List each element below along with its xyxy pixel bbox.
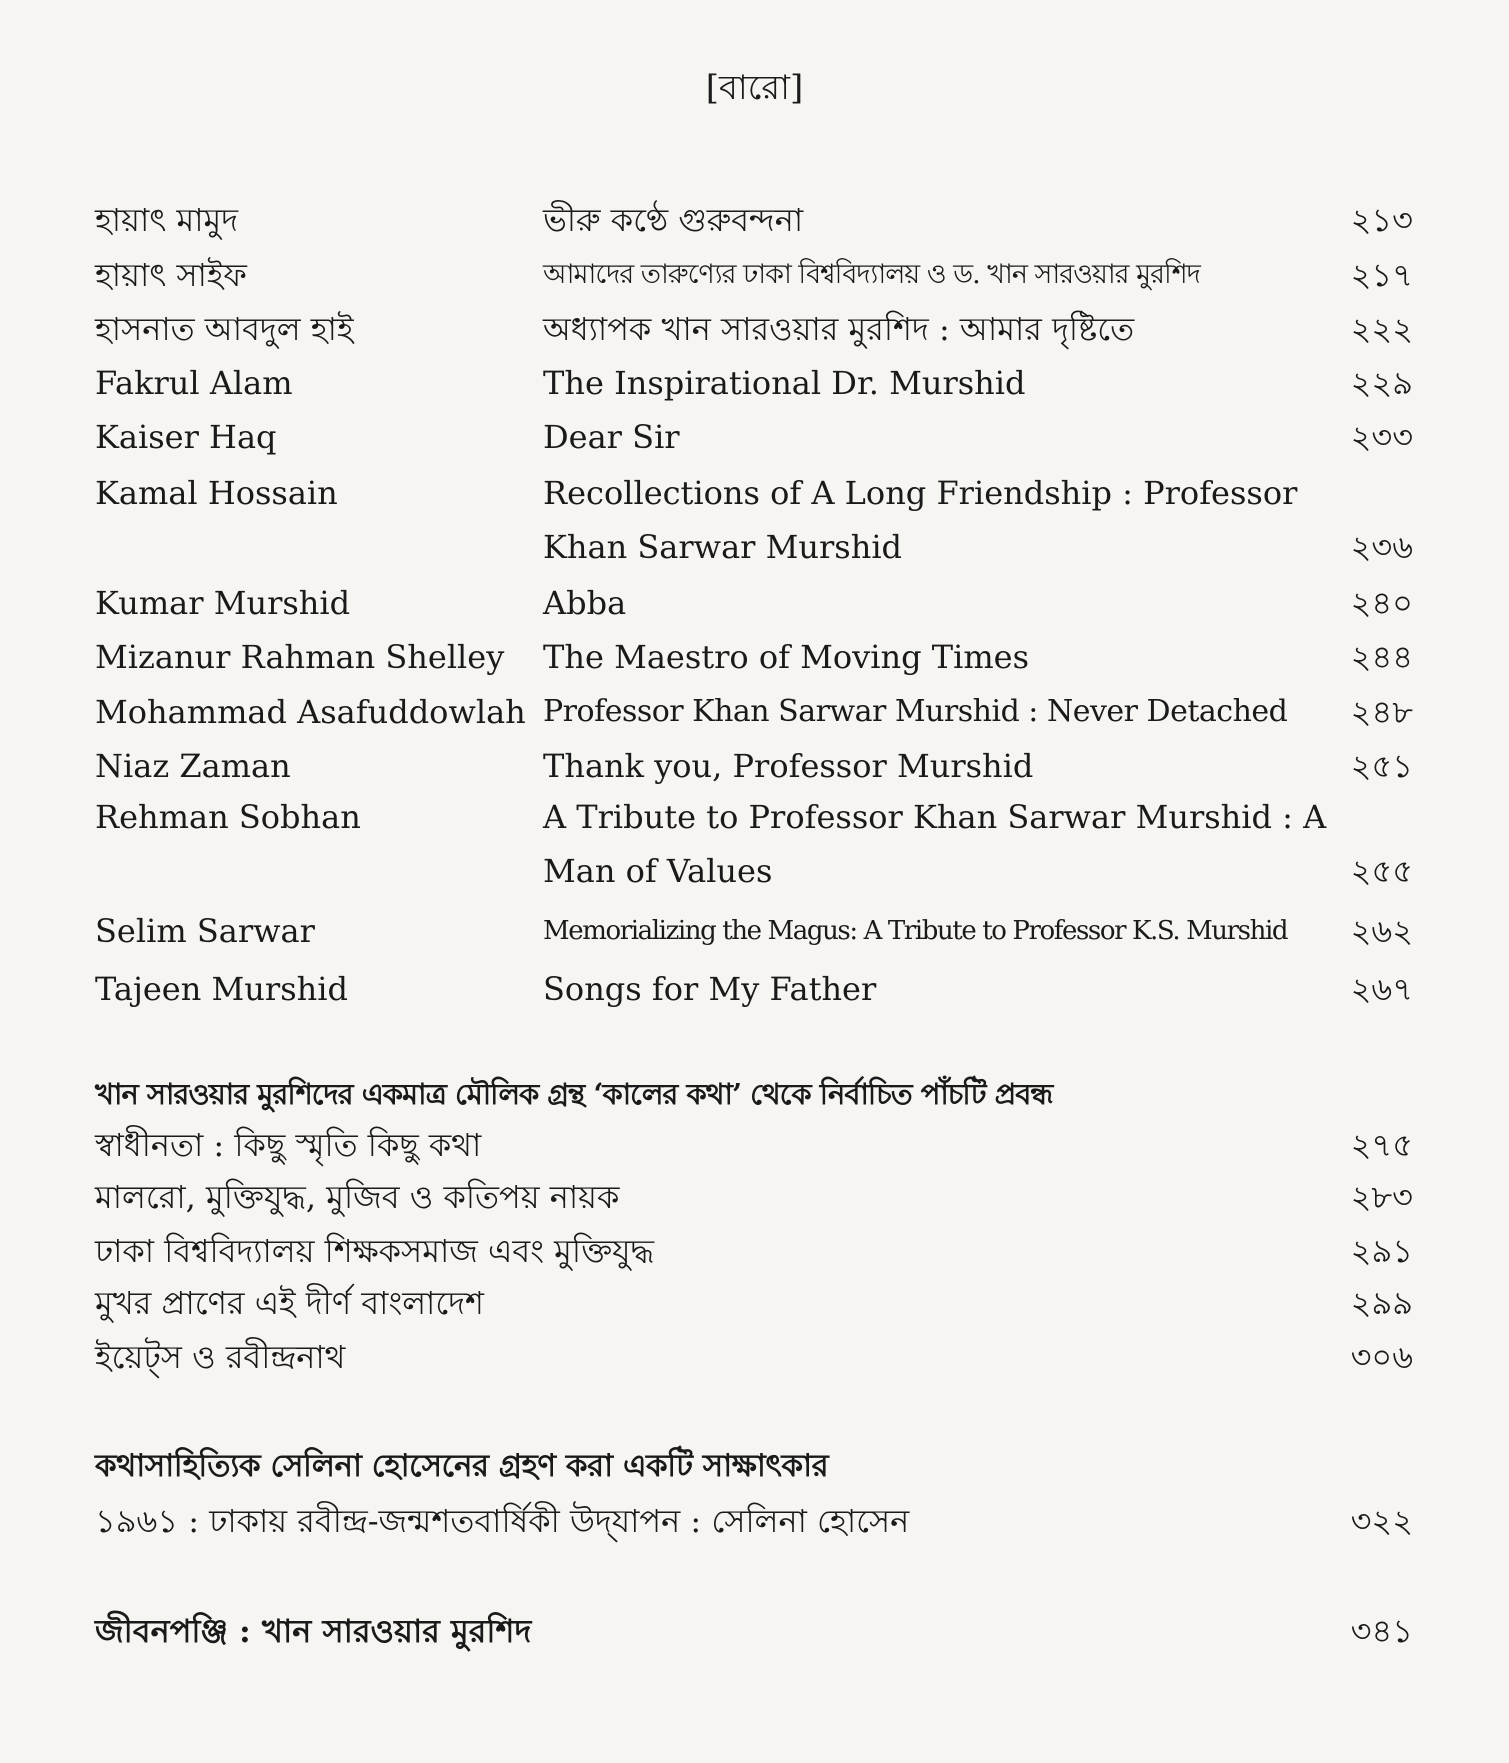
toc-page-number: ৩৪১ xyxy=(1350,1612,1413,1650)
toc-author: Tajeen Murshid xyxy=(95,970,348,1008)
toc-page-number: ২৯১ xyxy=(1350,1232,1413,1270)
toc-entry xyxy=(0,1118,1509,1172)
toc-page-number: ২২২ xyxy=(1350,310,1413,348)
toc-entry xyxy=(0,193,1509,247)
toc-page-number: ২৪৮ xyxy=(1350,693,1413,731)
toc-author: হায়াৎ মামুদ xyxy=(95,201,239,239)
toc-entry xyxy=(0,1330,1509,1384)
toc-page-number: ২১৭ xyxy=(1350,256,1413,294)
toc-page-number: ২৪০ xyxy=(1350,584,1413,622)
toc-entry xyxy=(0,904,1509,958)
toc-entry xyxy=(0,962,1509,1016)
toc-entry xyxy=(0,1276,1509,1330)
toc-author: Kamal Hossain xyxy=(95,474,338,512)
toc-entry xyxy=(0,576,1509,630)
toc-page-number: ২৩৩ xyxy=(1350,418,1413,456)
toc-page-number: ২৬৭ xyxy=(1350,970,1413,1008)
toc-author: Niaz Zaman xyxy=(95,747,291,785)
toc-page-number: ২২৯ xyxy=(1350,364,1413,402)
page-header: [বারো] xyxy=(705,68,804,108)
toc-entry xyxy=(0,1224,1509,1278)
toc-title: Memorializing the Magus: A Tribute to Professor K.S. Murshid xyxy=(543,916,1288,946)
toc-title: Dear Sir xyxy=(543,418,680,456)
toc-title: Recollections of A Long Friendship : Professor Khan Sarwar Murshid xyxy=(543,474,1298,566)
toc-title: আমাদের তারুণ্যের ঢাকা বিশ্ববিদ্যালয় ও ড. খান সারওয়ার মুরশিদ xyxy=(543,259,1200,290)
toc-title: ইয়েট্‌স ও রবীন্দ্রনাথ xyxy=(95,1338,346,1376)
toc-entry xyxy=(0,630,1509,684)
toc-page-number: ২৩৬ xyxy=(1350,528,1413,566)
toc-entry xyxy=(0,1494,1509,1548)
toc-author: Mizanur Rahman Shelley xyxy=(95,638,505,676)
toc-entry xyxy=(0,356,1509,410)
toc-author: Mohammad Asafuddowlah xyxy=(95,693,526,731)
section-heading-interview: কথাসাহিত্যিক সেলিনা হোসেনের গ্রহণ করা একটি সাক্ষাৎকার xyxy=(95,1448,829,1484)
toc-page-number: ২৬২ xyxy=(1350,912,1413,950)
toc-title: অধ্যাপক খান সারওয়ার মুরশিদ : আমার দৃষ্টিতে xyxy=(543,310,1135,348)
toc-title: ভীরু কণ্ঠে গুরুবন্দনা xyxy=(543,201,804,239)
toc-page-number: ৩২২ xyxy=(1350,1502,1413,1540)
toc-entry xyxy=(0,410,1509,464)
toc-page-number: ২৪৪ xyxy=(1350,638,1413,676)
toc-entry xyxy=(0,302,1509,356)
toc-entry xyxy=(0,685,1509,739)
toc-page-number: ৩০৬ xyxy=(1350,1338,1413,1376)
toc-title: Songs for My Father xyxy=(543,970,877,1008)
toc-page-number: ২৫৫ xyxy=(1350,852,1413,890)
toc-author: Fakrul Alam xyxy=(95,364,293,402)
toc-title: A Tribute to Professor Khan Sarwar Murshid : A Man of Values xyxy=(543,798,1327,890)
toc-page-number: ২৮৩ xyxy=(1350,1178,1413,1216)
toc-title: মুখর প্রাণের এই দীর্ণ বাংলাদেশ xyxy=(95,1284,484,1322)
toc-page-number: ২৯৯ xyxy=(1350,1284,1413,1322)
toc-entry xyxy=(0,790,1509,898)
toc-entry xyxy=(0,466,1509,574)
toc-author: Rehman Sobhan xyxy=(95,798,361,836)
toc-title: ১৯৬১ : ঢাকায় রবীন্দ্র-জন্মশতবার্ষিকী উদ্‌যাপন : সেলিনা হোসেন xyxy=(95,1502,910,1540)
toc-author: হাসনাত আবদুল হাই xyxy=(95,310,354,348)
toc-author: Kumar Murshid xyxy=(95,584,351,622)
toc-entry xyxy=(0,248,1509,302)
section-heading-essays: খান সারওয়ার মুরশিদের একমাত্র মৌলিক গ্রন্থ ‘কালের কথা’ থেকে নির্বাচিত পাঁচটি প্রবন্ধ xyxy=(95,1077,1053,1111)
toc-title: জীবনপঞ্জি : খান সারওয়ার মুরশিদ xyxy=(95,1612,532,1650)
toc-title: মালরো, মুক্তিযুদ্ধ, মুজিব ও কতিপয় নায়ক xyxy=(95,1178,620,1216)
toc-page-number: ২১৩ xyxy=(1350,201,1413,239)
toc-title: Professor Khan Sarwar Murshid : Never Detached xyxy=(543,694,1288,729)
toc-title: স্বাধীনতা : কিছু স্মৃতি কিছু কথা xyxy=(95,1126,482,1164)
toc-title: The Maestro of Moving Times xyxy=(543,638,1030,676)
toc-title: Abba xyxy=(543,584,627,622)
toc-author: Selim Sarwar xyxy=(95,912,315,950)
toc-entry xyxy=(0,739,1509,793)
toc-title: The Inspirational Dr. Murshid xyxy=(543,364,1026,402)
toc-entry-chronology xyxy=(0,1604,1509,1658)
toc-title: Thank you, Professor Murshid xyxy=(543,747,1034,785)
toc-title: ঢাকা বিশ্ববিদ্যালয় শিক্ষকসমাজ এবং মুক্তিযুদ্ধ xyxy=(95,1232,655,1270)
toc-author: হায়াৎ সাইফ xyxy=(95,256,247,294)
toc-entry xyxy=(0,1170,1509,1224)
toc-page-number: ২৭৫ xyxy=(1350,1126,1413,1164)
toc-author: Kaiser Haq xyxy=(95,418,277,456)
toc-page-number: ২৫১ xyxy=(1350,747,1413,785)
